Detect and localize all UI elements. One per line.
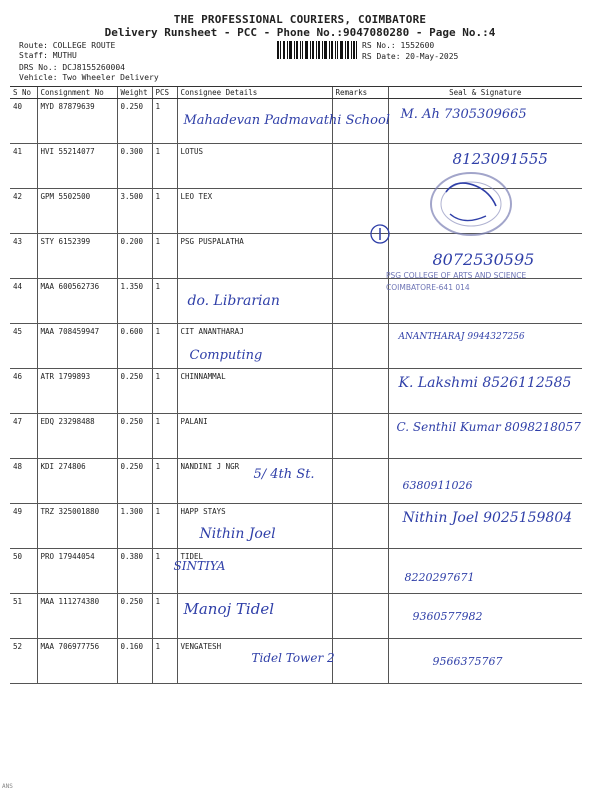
cell-consignee	[177, 639, 335, 684]
cell-sno-text: 52	[13, 642, 23, 651]
cell-sno-text: 43	[13, 237, 23, 246]
cell-consignment-no	[37, 369, 117, 414]
staff-label: Staff: MUTHU	[19, 51, 77, 60]
cell-weight	[117, 99, 152, 144]
cell-consignee-text: HAPP STAYS	[180, 507, 226, 516]
handwritten-consignee-note: Mahadevan Padmavathi School	[183, 113, 390, 128]
handwritten-signature: ANANTHARAJ 9944327256	[398, 332, 525, 342]
vehicle-label: Vehicle: Two Wheeler Delivery	[19, 73, 159, 82]
cell-pcs-text: 1	[155, 417, 161, 426]
cell-consignment-no-text: PRO 17944054	[40, 552, 95, 561]
cell-pcs	[152, 504, 177, 549]
cell-sno-text: 47	[13, 417, 23, 426]
cell-remarks	[332, 414, 388, 459]
cell-sno	[10, 639, 37, 684]
cell-pcs	[152, 324, 177, 369]
cell-signature	[388, 639, 582, 684]
col-consignment: Consignment No	[37, 87, 117, 99]
cell-weight-text: 0.250	[120, 372, 144, 381]
table-row	[10, 594, 582, 639]
col-weight: Weight	[117, 87, 152, 99]
cell-consignment-no	[37, 144, 117, 189]
table-row	[10, 549, 582, 594]
cell-consignment-no	[37, 414, 117, 459]
handwritten-consignee-note: Nithin Joel	[199, 526, 276, 542]
cell-sno	[10, 369, 37, 414]
cell-consignee	[177, 369, 332, 414]
cell-signature	[388, 369, 582, 414]
cell-weight-text: 0.160	[120, 642, 144, 651]
cell-consignment-no-text: MYD 87879639	[40, 102, 95, 111]
col-remarks: Remarks	[332, 87, 388, 99]
cell-consignment-no-text: EDQ 23298488	[40, 417, 95, 426]
handwritten-consignee-note: do. Librarian	[187, 293, 280, 309]
table-row	[10, 414, 582, 459]
cell-pcs	[152, 414, 177, 459]
cell-weight-text: 1.300	[120, 507, 144, 516]
cell-consignment-no-text: MAA 111274380	[40, 597, 100, 606]
cell-pcs-text: 1	[155, 552, 161, 561]
cell-consignee	[173, 549, 332, 594]
cell-weight	[117, 279, 152, 324]
cell-consignee-text: NANDINI J NGR	[180, 462, 240, 471]
cell-remarks	[332, 549, 388, 594]
cell-consignment-no-text: MAA 600562736	[40, 282, 100, 291]
cell-sno-text: 44	[13, 282, 23, 291]
cell-consignee-text: PSG PUSPALATHA	[180, 237, 244, 246]
cell-signature	[388, 324, 582, 369]
cell-sno-text: 51	[13, 597, 23, 606]
cell-remarks	[332, 639, 388, 684]
cell-weight-text: 0.300	[120, 147, 144, 156]
handwritten-signature: 6380911026	[402, 479, 473, 492]
cell-pcs	[152, 144, 177, 189]
cell-pcs-text: 1	[155, 507, 161, 516]
table-row	[10, 459, 582, 504]
cell-consignee	[177, 279, 332, 324]
cell-pcs	[152, 639, 177, 684]
cell-pcs-text: 1	[155, 147, 161, 156]
cell-sno-text: 50	[13, 552, 23, 561]
handwritten-consignee-note: Tidel Tower 2	[251, 651, 335, 665]
cell-pcs-text: 1	[155, 192, 161, 201]
cell-sno	[10, 594, 37, 639]
cell-weight-text: 0.250	[120, 417, 144, 426]
cell-weight-text: 3.500	[120, 192, 144, 201]
cell-consignment-no-text: STY 6152399	[40, 237, 91, 246]
cell-consignee-text: LEO TEX	[180, 192, 213, 201]
cell-consignee-text: LOTUS	[180, 147, 204, 156]
cell-signature	[388, 414, 582, 459]
cell-weight	[117, 639, 152, 684]
col-sno: S No	[10, 87, 37, 99]
cell-consignee	[177, 504, 332, 549]
cell-consignment-no	[37, 279, 117, 324]
runsheet-title: THE PROFESSIONAL COURIERS, COIMBATORE	[173, 13, 427, 26]
cell-pcs-text: 1	[155, 282, 161, 291]
handwritten-signature: 8220297671	[404, 571, 475, 584]
cell-sno	[10, 324, 37, 369]
cell-consignment-no	[37, 504, 117, 549]
cell-sno-text: 40	[13, 102, 23, 111]
rs-number: RS No.: 1552600	[362, 41, 435, 50]
cell-consignment-no-text: GPM 5502500	[40, 192, 91, 201]
cell-sno-text: 48	[13, 462, 23, 471]
cell-consignee	[177, 414, 332, 459]
handwritten-consignee-note: Manoj Tidel	[183, 600, 274, 618]
cell-sno	[10, 549, 37, 594]
handwritten-signature: K. Lakshmi 8526112585	[398, 375, 572, 391]
cell-consignment-no-text: MAA 706977756	[40, 642, 100, 651]
cell-remarks	[332, 99, 388, 144]
cell-remarks	[332, 279, 388, 324]
cell-pcs	[152, 594, 177, 639]
cell-pcs-text: 1	[155, 597, 161, 606]
cell-consignment-no	[37, 324, 117, 369]
cell-consignee	[177, 189, 332, 234]
cell-weight-text: 0.250	[120, 102, 144, 111]
cell-pcs	[152, 279, 177, 324]
cell-consignee-text: CIT ANANTHARAJ	[180, 327, 244, 336]
cell-weight	[117, 369, 152, 414]
cell-weight	[117, 459, 152, 504]
col-pcs: PCS	[152, 87, 177, 99]
cell-consignment-no	[37, 99, 117, 144]
cell-pcs	[152, 459, 177, 504]
cell-pcs	[152, 234, 177, 279]
drs-number: DRS No.: DCJ8155260004	[19, 63, 125, 72]
cell-pcs-text: 1	[155, 237, 161, 246]
cell-consignment-no	[37, 549, 117, 594]
cell-sno-text: 45	[13, 327, 23, 336]
cell-signature	[388, 504, 582, 549]
cell-consignee	[177, 459, 332, 504]
cell-remarks	[332, 369, 388, 414]
cell-pcs	[152, 189, 177, 234]
cell-sno-text: 46	[13, 372, 23, 381]
cell-sno	[10, 459, 37, 504]
cell-weight-text: 1.350	[120, 282, 144, 291]
cell-sno	[10, 99, 37, 144]
cell-consignee-text: CHINNAMMAL	[180, 372, 226, 381]
cell-consignee	[177, 324, 332, 369]
cell-consignment-no	[37, 234, 117, 279]
cell-weight	[117, 504, 152, 549]
cell-consignment-no	[37, 639, 117, 684]
cell-signature	[388, 549, 582, 594]
cell-remarks	[332, 324, 388, 369]
handwritten-signature: Nithin Joel 9025159804	[402, 510, 573, 526]
cell-pcs-text: 1	[155, 372, 161, 381]
cell-consignment-no	[37, 594, 117, 639]
runsheet-subtitle: Delivery Runsheet - PCC - Phone No.:9047080280 - Page No.:4	[104, 26, 496, 39]
cell-sno-text: 42	[13, 192, 23, 201]
cell-weight	[117, 324, 152, 369]
cell-consignee	[177, 144, 332, 189]
cell-consignment-no	[37, 459, 117, 504]
cell-remarks	[332, 144, 388, 189]
table-row	[10, 324, 582, 369]
cell-sno-text: 41	[13, 147, 23, 156]
college-stamp: PSG COLLEGE OF ARTS AND SCIENCE COIMBATORE-641 014	[386, 271, 527, 292]
cell-sno	[10, 504, 37, 549]
cell-weight-text: 0.250	[120, 462, 144, 471]
cell-sno	[10, 279, 37, 324]
cell-sno	[10, 144, 37, 189]
cell-sno	[10, 234, 37, 279]
cell-sno	[10, 414, 37, 459]
cell-signature	[388, 594, 582, 639]
cell-pcs-text: 1	[155, 102, 161, 111]
cell-consignee	[177, 99, 390, 144]
cell-consignee-text: PALANI	[180, 417, 208, 426]
cell-consignment-no-text: KDI 274806	[40, 462, 86, 471]
cell-pcs-text: 1	[155, 327, 161, 336]
cell-weight	[117, 234, 152, 279]
cell-weight	[117, 414, 152, 459]
cell-consignee-text: TIDEL	[180, 552, 204, 561]
cell-remarks	[332, 504, 388, 549]
corner-mark: ANS	[2, 783, 13, 790]
cell-remarks	[332, 459, 388, 504]
cell-weight	[117, 549, 152, 594]
col-consignee: Consignee Details	[177, 87, 332, 99]
circled-mark	[369, 222, 391, 246]
cell-consignment-no-text: MAA 708459947	[40, 327, 100, 336]
rs-date: RS Date: 20-May-2025	[362, 52, 459, 61]
cell-weight	[117, 594, 152, 639]
cell-sno	[10, 189, 37, 234]
handwritten-signature: 8123091555	[452, 150, 548, 168]
cell-pcs	[152, 369, 177, 414]
cell-consignee	[177, 594, 332, 639]
cell-consignment-no-text: TRZ 325001880	[40, 507, 100, 516]
table-row	[10, 99, 582, 144]
handwritten-signature: C. Senthil Kumar 8098218057	[396, 420, 581, 434]
cell-weight	[117, 189, 152, 234]
cell-weight-text: 0.380	[120, 552, 144, 561]
cell-consignee	[177, 234, 332, 279]
cell-remarks	[332, 594, 388, 639]
cell-pcs-text: 1	[155, 462, 161, 471]
col-signature: Seal & Signature	[388, 87, 582, 99]
handwritten-signature: 8072530595	[432, 250, 535, 269]
table-row	[10, 369, 582, 414]
cell-consignment-no	[37, 189, 117, 234]
cell-pcs-text: 1	[155, 642, 161, 651]
handwritten-signature: 9360577982	[412, 610, 483, 623]
barcode	[277, 41, 357, 59]
cell-sno-text: 49	[13, 507, 23, 516]
handwritten-consignee-note: Computing	[189, 348, 263, 363]
cell-weight-text: 0.250	[120, 597, 144, 606]
cell-signature	[388, 459, 582, 504]
handwritten-consignee-note: 5/ 4th St.	[253, 467, 315, 482]
table-row	[10, 639, 582, 684]
cell-weight-text: 0.600	[120, 327, 144, 336]
handwritten-consignee-note: SINTIYA	[173, 559, 226, 573]
cell-signature	[388, 99, 582, 144]
route-label: Route: COLLEGE ROUTE	[19, 41, 116, 50]
cell-consignment-no-text: ATR 1799893	[40, 372, 91, 381]
cell-consignment-no-text: HVI 55214077	[40, 147, 95, 156]
round-seal-stamp	[428, 170, 514, 238]
cell-consignee-text: VENGATESH	[180, 642, 222, 651]
cell-pcs	[152, 99, 177, 144]
cell-weight	[117, 144, 152, 189]
table-header	[10, 87, 582, 99]
handwritten-signature: M. Ah 7305309665	[400, 107, 527, 122]
cell-weight-text: 0.200	[120, 237, 144, 246]
table-row	[10, 504, 582, 549]
handwritten-signature: 9566375767	[432, 655, 503, 668]
